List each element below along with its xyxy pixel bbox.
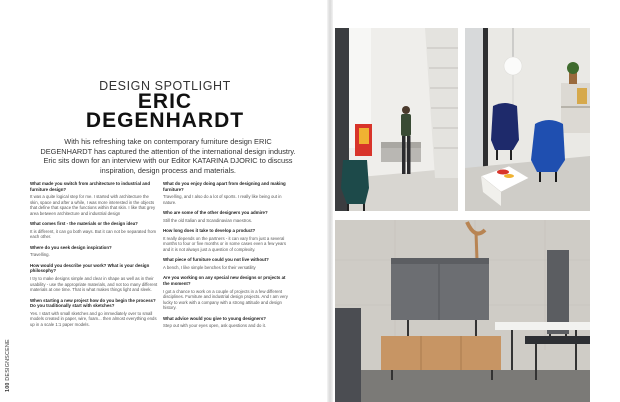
question: What advice would you give to young designers? (163, 315, 266, 321)
spine-gutter (327, 0, 333, 402)
designer-name-last: DEGENHARDT (85, 109, 245, 132)
question: What comes first - the materials or the design idea? (30, 221, 138, 227)
qa-item (30, 245, 158, 258)
question: Where do you seek design inspiration? (30, 244, 112, 250)
answer: Step out with your eyes open, ask questions and do it. (163, 323, 266, 329)
kicker: DESIGN SPOTLIGHT (99, 79, 231, 93)
sideboard-photo (335, 220, 590, 402)
answer: It was a quite logical step for me. I started with architecture the skin, space and after a while, I was more interested in the objects that define that space the functions within that skin. I like that grey area between architecture and industrial design (30, 194, 156, 216)
qa-item (30, 263, 158, 293)
answer: It really depends on the partners - it can vary from just a several months to four or five months or in some cases even a few years and it is not always just a question of complexity. (163, 235, 286, 252)
page-folio (4, 312, 12, 392)
question: What made you switch from architecture to industrial and furniture design? (30, 181, 151, 192)
answer: A bench, I like simple benches for their versatility (163, 264, 256, 270)
qa-item (163, 275, 291, 310)
question: What do you enjoy doing apart from designing and making furniture? (163, 181, 286, 192)
question: How long does it take to develop a product? (163, 228, 256, 234)
answer: I try to make designs simple and clear in shape as well as in their usability - use the appropriate materials, and not too many different materials at one time. That is what makes things light and sleek. (30, 276, 158, 293)
qa-item (163, 257, 291, 270)
answer: I got a chance to work on a couple of projects in a few different disciplines. Furniture and industrial design projects. And I am very lucky to work with a company with a strong attitude and design history. (163, 288, 288, 311)
interview-column-2 (163, 181, 291, 334)
studio-photo (335, 28, 458, 211)
answer: Travelling, and I also do a lot of sports. I really like being out in nature. (163, 194, 282, 205)
qa-item (163, 228, 291, 252)
answer: Travelling. (30, 252, 50, 258)
answer: It is different, it can go both ways. But it can not be separated from each other. (30, 228, 157, 240)
page-number: 100 (5, 382, 11, 392)
question: Are you working on any special new designs or projects at the moment? (163, 275, 286, 287)
question: How would you describe your work? What is your design philosophy? (30, 262, 150, 274)
section-name: DESIGNSCENE (5, 339, 11, 381)
answer: Yes. I start with small sketches and go immediately over to small models created in paper, wire, foam... then almost everything ends up in a scale 1:1 paper models. (30, 310, 157, 327)
qa-item (30, 298, 158, 328)
interview-column-1 (30, 181, 158, 332)
qa-item (163, 210, 291, 223)
question: What piece of furniture could you not live without? (163, 257, 269, 263)
chairs-photo (465, 28, 590, 211)
qa-item (163, 181, 291, 205)
question: When starting a new project how do you begin the process? Do you traditionally start with sketches? (30, 297, 156, 309)
answer: Still the old Italian and Scandinavian maestros. (163, 217, 253, 223)
qa-item (30, 221, 158, 240)
question: Who are some of the other designers you admire? (163, 210, 268, 216)
qa-item (30, 181, 158, 216)
qa-item (163, 316, 291, 329)
intro-paragraph: With his refreshing take on contemporary furniture design ERIC DEGENHARDT has captured the attention of the international design industry. Eric sits down for an interview with our Editor KATARINA DJORIC to discuss inspiration, design process and materials. (40, 137, 296, 175)
designer-name-first: ERIC (137, 90, 193, 113)
